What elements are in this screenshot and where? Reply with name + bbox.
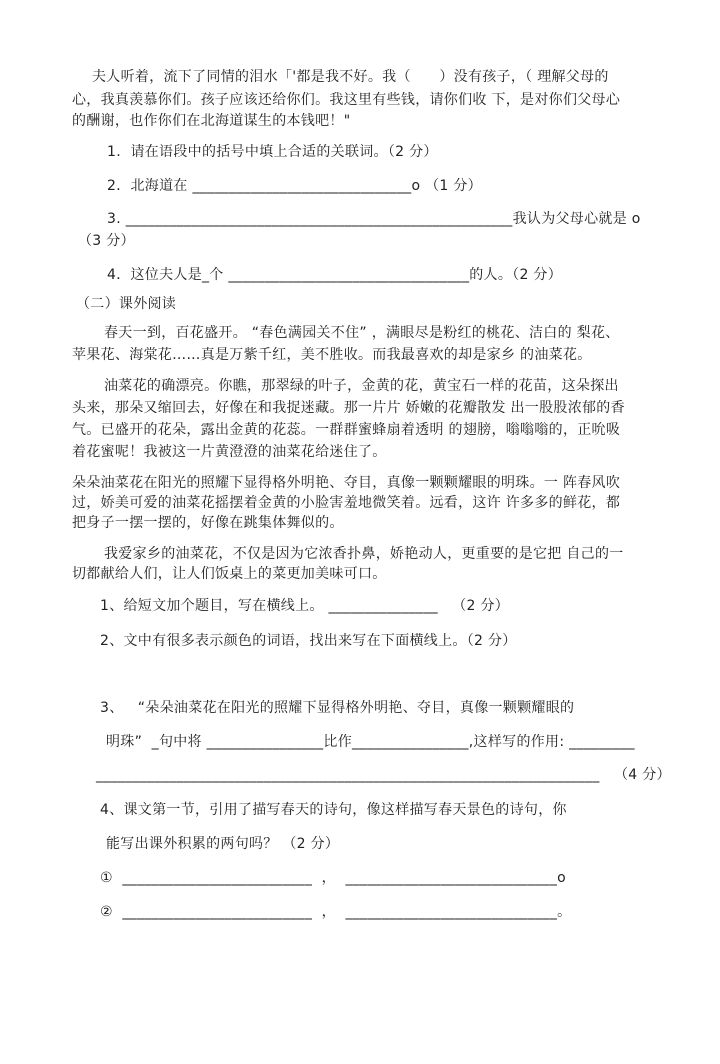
paragraph-line: 朵朵油菜花在阳光的照耀下显得格外明艳、夺目，真像一颗颗耀眼的明珠。一 阵春风吹 bbox=[72, 475, 621, 491]
paragraph-line: 油菜花的确漂亮。你瞧，那翠绿的叶子，金黄的花，黄宝石一样的花苗，这朵探出 bbox=[104, 378, 619, 394]
passage-line: 夫人听着，流下了同情的泪水「'都是我不好。我（ ）没有孩子，（ 理解父母的 bbox=[92, 69, 609, 85]
answer-line-1: ① __________________________ ， _____________________________o bbox=[100, 870, 567, 886]
question-1: 1. 请在语段中的括号中填上合适的关联词。（2 分） bbox=[107, 144, 438, 160]
question-3: 3. _____________________________________________________我认为父母心就是 o bbox=[107, 211, 641, 227]
paragraph-line: 春天一到，百花盛开。 “春色满园关不住” ，满眼尽是粉红的桃花、洁白的 梨花、 bbox=[104, 325, 620, 341]
question-3: 3、 “朵朵油菜花在阳光的照耀下显得格外明艳、夺目，真像一颗颗耀眼的 bbox=[100, 700, 575, 716]
question-4-line-2: 能写出课外积累的两句吗？ （2 分） bbox=[106, 836, 340, 852]
passage-line: 的酬谢，也作你们在北海道谋生的本钱吧！" bbox=[72, 113, 351, 129]
section-title: （二）课外阅读 bbox=[76, 296, 177, 312]
paragraph-line: 着花蜜呢！我被这一片黄澄澄的油菜花给迷住了。 bbox=[72, 444, 387, 460]
question-1: 1、给短文加个题目，写在横线上。 _______________ （2 分） bbox=[100, 598, 510, 614]
paragraph-line: 过，娇美可爱的油菜花摇摆着金黄的小脸害羞地微笑着。远看，这许 许多多的鲜花，都 bbox=[72, 495, 621, 511]
question-4: 4．这位夫人是_个 _________________________________的人。（2 分） bbox=[107, 267, 563, 283]
question-3-answer-line: _____________________________________________________________________ （4 分） bbox=[96, 767, 671, 783]
question-3-line-2: 明珠” _句中将 ________________比作________________,这样写的作用: _________ bbox=[106, 734, 635, 750]
question-2: 2、文中有很多表示颜色的词语，找出来写在下面横线上。（2 分） bbox=[100, 633, 517, 649]
paragraph-line: 气。已盛开的花朵，露出金黄的花蕊。一群群蜜蜂扇着透明 的翅膀，嗡嗡嗡的，正吮吸 bbox=[72, 422, 621, 438]
question-2: 2．北海道在 ______________________________o （1 分） bbox=[107, 178, 482, 194]
question-4: 4、课文第一节，引用了描写春天的诗句，像这样描写春天景色的诗句，你 bbox=[100, 802, 567, 818]
paragraph-line: 头来，那朵又缩回去，好像在和我捉迷藏。那一片片 娇嫩的花瓣散发 出一股股浓郁的香 bbox=[72, 400, 625, 416]
paragraph-line: 把身子一摆一摆的，好像在跳集体舞似的。 bbox=[72, 515, 344, 531]
passage-line: 心，我真羡慕你们。孩子应该还给你们。我这里有些钱，请你们收 下，是对你们父母心 bbox=[72, 92, 621, 108]
answer-line-2: ② __________________________ ， _____________________________。 bbox=[100, 904, 572, 920]
paragraph-line: 我爱家乡的油菜花，不仅是因为它浓香扑鼻，娇艳动人，更重要的是它把 自己的一 bbox=[104, 546, 624, 562]
question-3-score: （3 分） bbox=[78, 233, 135, 249]
paragraph-line: 苹果花、海棠花……真是万紫千红，美不胜收。而我最喜欢的却是家乡 的油菜花。 bbox=[72, 347, 592, 363]
paragraph-line: 切都献给人们，让人们饭桌上的菜更加美味可口。 bbox=[72, 566, 387, 582]
